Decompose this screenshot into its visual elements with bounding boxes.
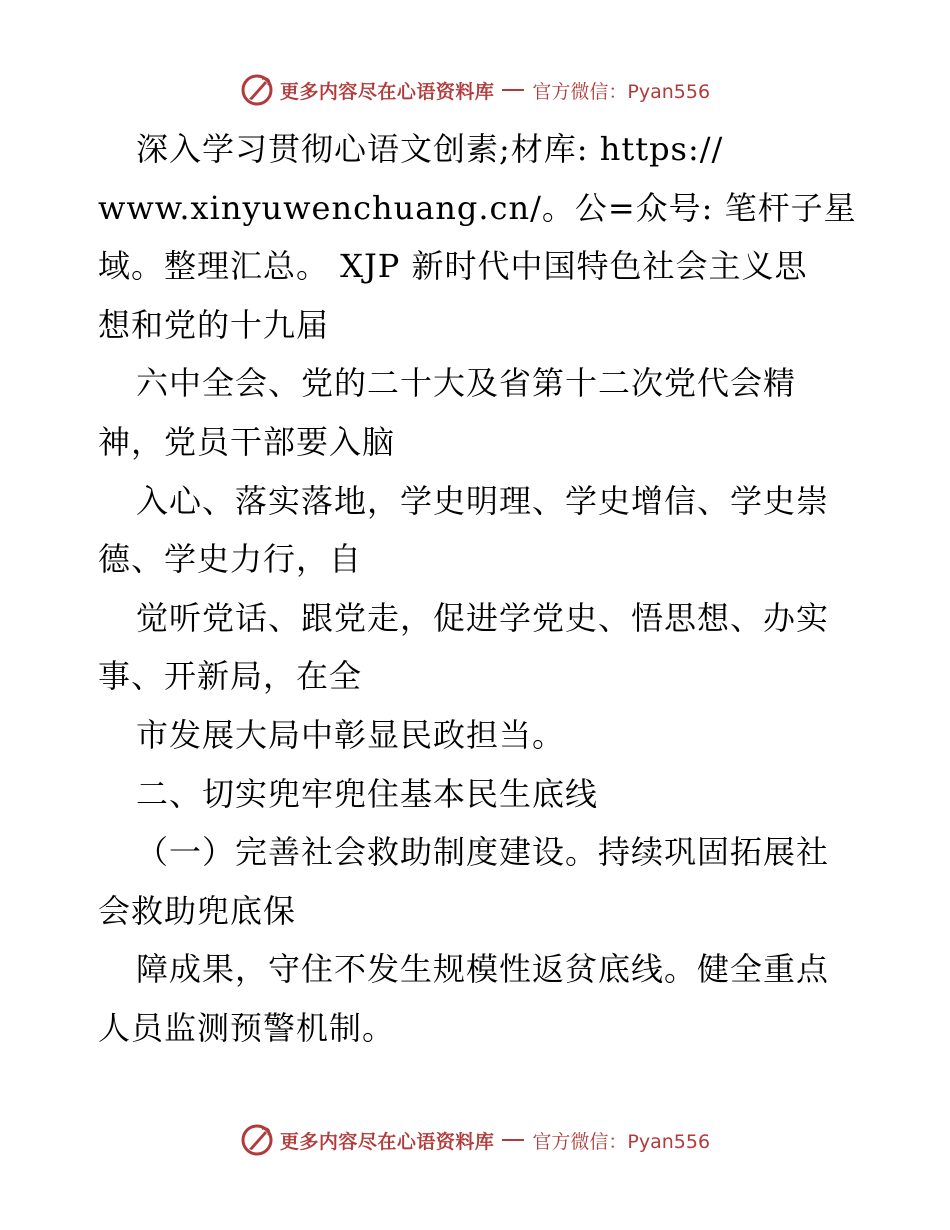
banner-title: 更多内容尽在心语资料库 bbox=[279, 80, 495, 103]
banner-dash bbox=[502, 89, 524, 91]
banner-title: 更多内容尽在心语资料库 bbox=[279, 1130, 495, 1153]
body-line: 域。整理汇总。 XJP 新时代中国特色社会主义思 bbox=[98, 247, 808, 286]
body-line: 德、学史力行，自 bbox=[98, 540, 363, 579]
body-line: 觉听党话、跟党走，促进学党史、悟思想、办实 bbox=[136, 598, 830, 637]
body-line: 市发展大局中彰显民政担当。 bbox=[136, 715, 566, 754]
body-line: 想和党的十九届 bbox=[98, 305, 330, 344]
quill-circle-logo-icon bbox=[240, 1123, 274, 1157]
body-line: （一）完善社会救助制度建设。持续巩固拓展社 bbox=[136, 833, 830, 872]
body-line: 入心、落实落地，学史明理、学史增信、学史崇 bbox=[136, 481, 830, 520]
footer-banner bbox=[0, 1120, 950, 1160]
body-line: 事、开新局，在全 bbox=[98, 657, 363, 696]
banner-wechat: 官方微信：Pyan556 bbox=[532, 1130, 711, 1153]
quill-circle-logo-icon bbox=[240, 73, 274, 107]
body-line: 障成果，守住不发生规模性返贫底线。健全重点 bbox=[136, 950, 830, 989]
body-line: www.xinyuwenchuang.cn/。公=众号: 笔杆子星 bbox=[98, 188, 857, 227]
body-line: 人员监测预警机制。 bbox=[98, 1008, 396, 1047]
banner-wechat: 官方微信：Pyan556 bbox=[532, 80, 711, 103]
header-banner bbox=[0, 70, 950, 110]
document-body bbox=[98, 120, 858, 1058]
section-heading: 二、切实兜牢兜住基本民生底线 bbox=[136, 774, 599, 813]
body-line: 六中全会、党的二十大及省第十二次党代会精 bbox=[136, 364, 797, 403]
body-line: 会救助兜底保 bbox=[98, 891, 297, 930]
body-line: 深入学习贯彻心语文创素;材库: https:// bbox=[136, 130, 724, 168]
banner-dash bbox=[502, 1139, 524, 1141]
body-line: 神，党员干部要入脑 bbox=[98, 422, 396, 461]
